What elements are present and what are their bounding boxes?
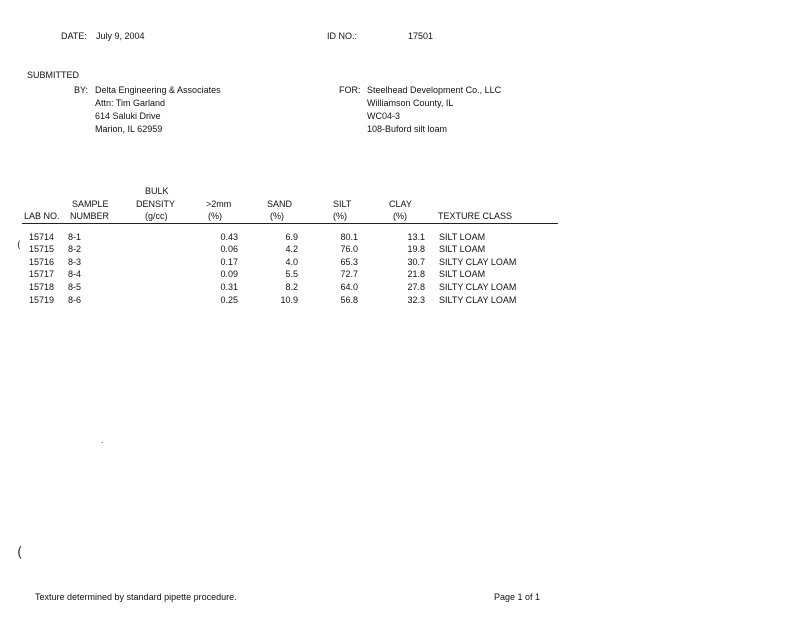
cell-silt: 80.1 — [340, 232, 358, 242]
for-line-1: Steelhead Development Co., LLC — [367, 85, 502, 95]
date-label: DATE: — [61, 31, 87, 41]
scan-mark: . — [101, 436, 104, 445]
for-line-3: WC04-3 — [367, 111, 401, 121]
cell-sample: 8-2 — [68, 244, 82, 254]
cell-silt: 56.8 — [340, 295, 358, 305]
col-header-sample-1: SAMPLE — [72, 199, 109, 209]
col-header-sand-2: (%) — [270, 211, 284, 221]
cell-clay: 27.8 — [407, 282, 425, 292]
col-header-sample-2: NUMBER — [70, 211, 110, 221]
page-number: Page 1 of 1 — [494, 592, 541, 602]
by-line-2: Attn: Tim Garland — [95, 98, 166, 108]
col-header-texture: TEXTURE CLASS — [438, 211, 513, 221]
cell-sample: 8-5 — [68, 282, 82, 292]
date-value: July 9, 2004 — [96, 31, 145, 41]
cell-gt2mm: 0.31 — [220, 282, 238, 292]
table-row — [0, 268, 800, 280]
cell-lab-no: 15715 — [28, 244, 54, 254]
cell-clay: 21.8 — [407, 269, 425, 279]
cell-lab-no: 15718 — [28, 282, 54, 292]
footer-note: Texture determined by standard pipette procedure. — [35, 592, 237, 602]
cell-sample: 8-1 — [68, 232, 82, 242]
cell-silt: 76.0 — [340, 244, 358, 254]
col-header-clay-2: (%) — [393, 211, 407, 221]
scan-mark: ( — [17, 545, 23, 561]
cell-gt2mm: 0.43 — [220, 232, 238, 242]
cell-gt2mm: 0.06 — [220, 244, 238, 254]
table-row — [0, 231, 800, 243]
cell-lab-no: 15716 — [28, 257, 54, 267]
table-row — [0, 294, 800, 306]
cell-texture: SILTY CLAY LOAM — [439, 257, 517, 267]
table-row — [0, 243, 800, 255]
col-header-bulk-1: BULK — [145, 186, 169, 196]
cell-sand: 4.0 — [285, 257, 298, 267]
cell-clay: 19.8 — [407, 244, 425, 254]
cell-lab-no: 15717 — [28, 269, 54, 279]
cell-silt: 64.0 — [340, 282, 358, 292]
cell-sand: 6.9 — [285, 232, 298, 242]
submitted-title: SUBMITTED — [27, 70, 80, 80]
cell-clay: 32.3 — [407, 295, 425, 305]
col-header-gt2mm-2: (%) — [208, 211, 222, 221]
cell-clay: 30.7 — [407, 257, 425, 267]
scan-mark: ( — [17, 240, 21, 251]
cell-lab-no: 15719 — [28, 295, 54, 305]
cell-texture: SILT LOAM — [439, 269, 486, 279]
id-label: ID NO.: — [327, 31, 358, 41]
cell-sample: 8-4 — [68, 269, 82, 279]
cell-silt: 65.3 — [340, 257, 358, 267]
col-header-bulk-3: (g/cc) — [145, 211, 168, 221]
col-header-lab-no: LAB NO. — [24, 211, 60, 221]
cell-silt: 72.7 — [340, 269, 358, 279]
col-header-clay-1: CLAY — [389, 199, 412, 209]
id-value: 17501 — [408, 31, 434, 41]
cell-sand: 8.2 — [285, 282, 298, 292]
cell-texture: SILTY CLAY LOAM — [439, 295, 517, 305]
by-label: BY: — [74, 85, 89, 95]
col-header-gt2mm-1: >2mm — [206, 199, 232, 209]
for-label: FOR: — [339, 85, 361, 95]
table-row — [0, 256, 800, 268]
cell-sand: 10.9 — [280, 295, 298, 305]
by-line-4: Marion, IL 62959 — [95, 124, 163, 134]
header-rule — [22, 223, 558, 224]
for-line-4: 108-Buford silt loam — [367, 124, 448, 134]
cell-gt2mm: 0.17 — [220, 257, 238, 267]
cell-sand: 5.5 — [285, 269, 298, 279]
cell-texture: SILT LOAM — [439, 232, 486, 242]
table-row — [0, 281, 800, 293]
cell-texture: SILT LOAM — [439, 244, 486, 254]
col-header-bulk-2: DENSITY — [136, 199, 176, 209]
cell-gt2mm: 0.09 — [220, 269, 238, 279]
col-header-sand-1: SAND — [267, 199, 293, 209]
cell-gt2mm: 0.25 — [220, 295, 238, 305]
cell-lab-no: 15714 — [28, 232, 54, 242]
cell-sample: 8-3 — [68, 257, 82, 267]
cell-clay: 13.1 — [407, 232, 425, 242]
cell-sample: 8-6 — [68, 295, 82, 305]
for-line-2: Williamson County, IL — [367, 98, 454, 108]
by-line-3: 614 Saluki Drive — [95, 111, 161, 121]
cell-sand: 4.2 — [285, 244, 298, 254]
col-header-silt-1: SILT — [333, 199, 352, 209]
by-line-1: Delta Engineering & Associates — [95, 85, 221, 95]
col-header-silt-2: (%) — [333, 211, 347, 221]
cell-texture: SILTY CLAY LOAM — [439, 282, 517, 292]
